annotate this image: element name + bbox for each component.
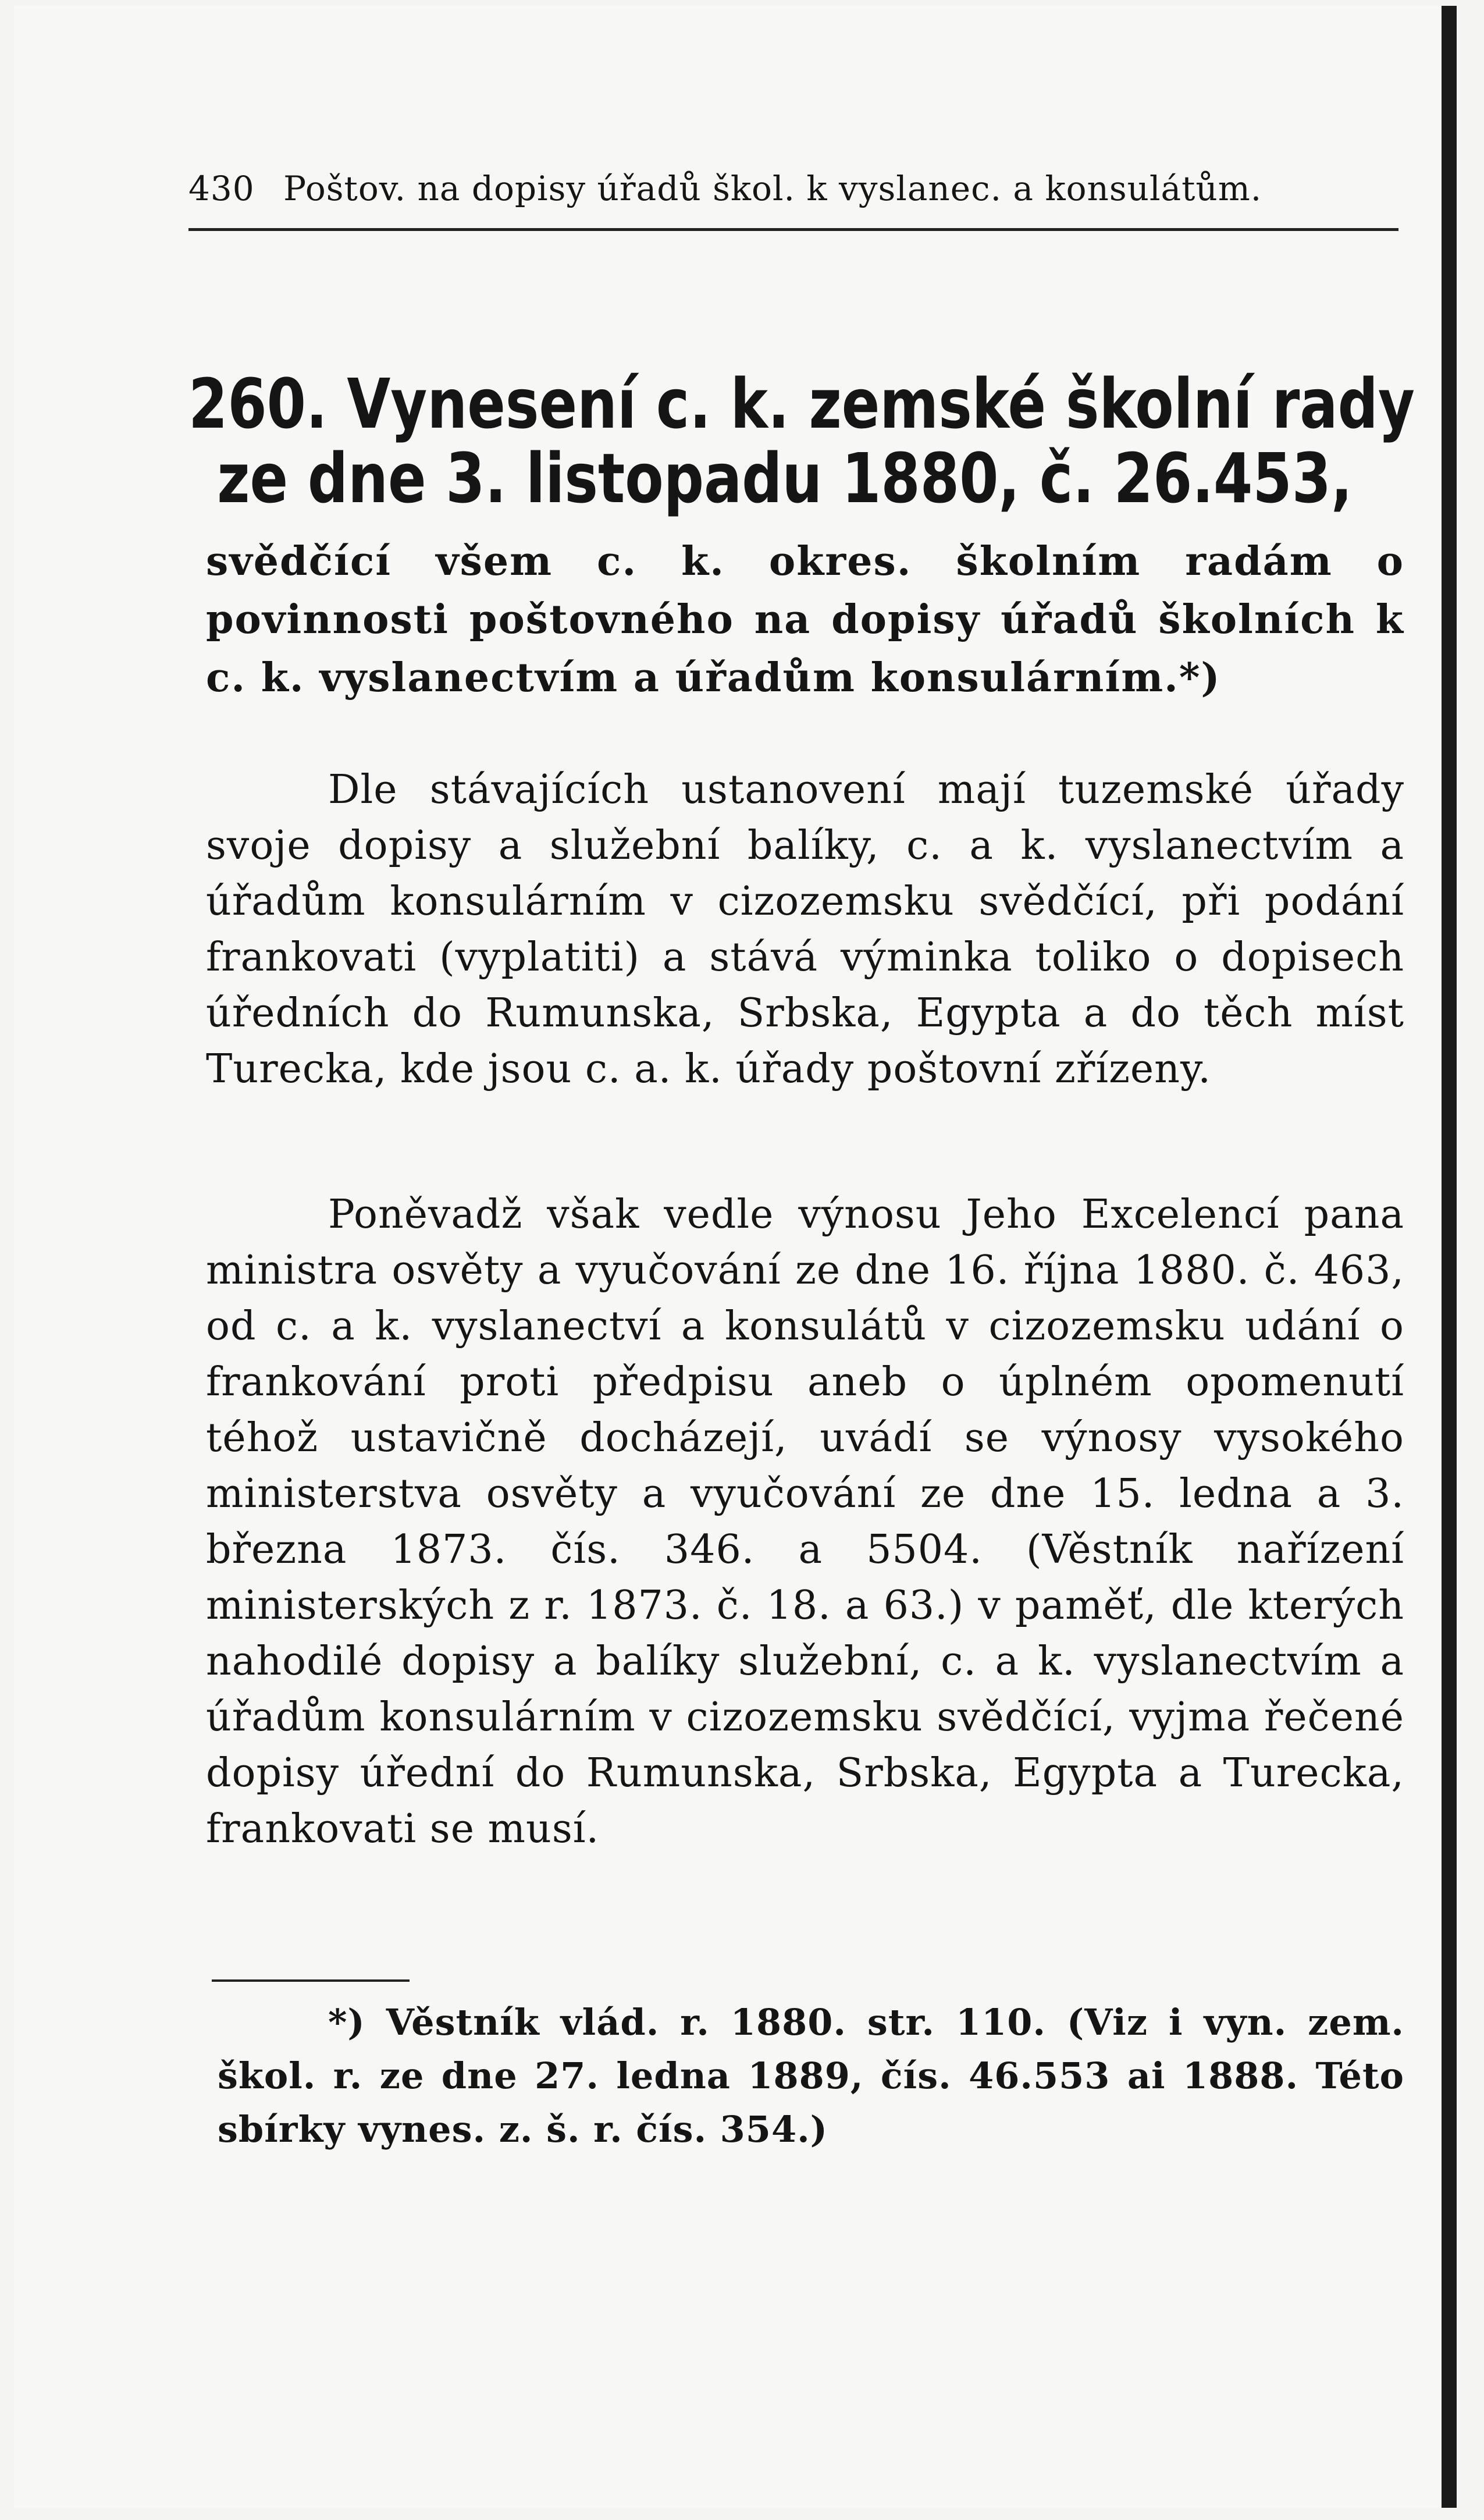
footnote-rule [212,1979,410,1982]
footnote [218,1996,1404,2156]
running-header [188,169,1398,208]
running-title: Poštov. na dopisy úřadů škol. k vyslanec. a konsulátům. [283,169,1262,208]
title-line-1: 260. Vynesení c. k. zemské školní rady [188,364,1415,444]
paragraph-1 [206,762,1404,1097]
section-subtitle: svědčící všem c. k. okres. školním radám o povinnosti poštovného na dopisy úřadů školních k c. k. vyslanectvím a úřadům konsulárním.*) [206,538,1404,701]
page-number: 430 [188,169,255,208]
paragraph-2-text: Poněvadž však vedle výnosu Jeho Excelencí pana ministra osvěty a vyučování ze dne 16. října 1880. č. 463, od c. a k. vyslanectví a konsulátů v cizozemsku udání o frankování proti předpisu aneb o úplném opomenutí téhož ustavičně docházejí, uvádí se výnosy vysokého ministerstva osvěty a vyučování ze dne 15. ledna a 3. března 1873. čís. 346. a 5504. (Věstník nařízení ministerských z r. 1873. č. 18. a 63.) v paměť, dle kterých nahodilé dopisy a balíky služební, c. a k. vyslanectvím a úřadům konsulárním v cizozemsku svědčící, vyjma řečené dopisy úřední do Rumunska, Srbska, Egypta a Turecka, frankovati se musí. [206,1192,1404,1852]
header-rule [188,228,1398,231]
paragraph-2 [206,1187,1404,1857]
paragraph-1-text: Dle stávajících ustanovení mají tuzemské úřady svoje dopisy a služební balíky, c. a k. vyslanectvím a úřadům konsulárním v cizozemsku svědčící, při podání frankovati (vyplatiti) a stává výminka toliko o dopisech úředních do Rumunska, Srbska, Egypta a do těch míst Turecka, kde jsou c. a. k. úřady poštovní zřízeny. [206,767,1404,1092]
title-line-2: ze dne 3. listopadu 1880, č. 26.453, [217,438,1353,518]
section-title [188,364,1415,518]
footnote-text: *) Věstník vlád. r. 1880. str. 110. (Viz i vyn. zem. škol. r. ze dne 27. ledna 1889, čís. 46.553 ai 1888. Této sbírky vynes. z. š. r. čís. 354.) [218,2001,1404,2151]
book-page [14,6,1457,2508]
